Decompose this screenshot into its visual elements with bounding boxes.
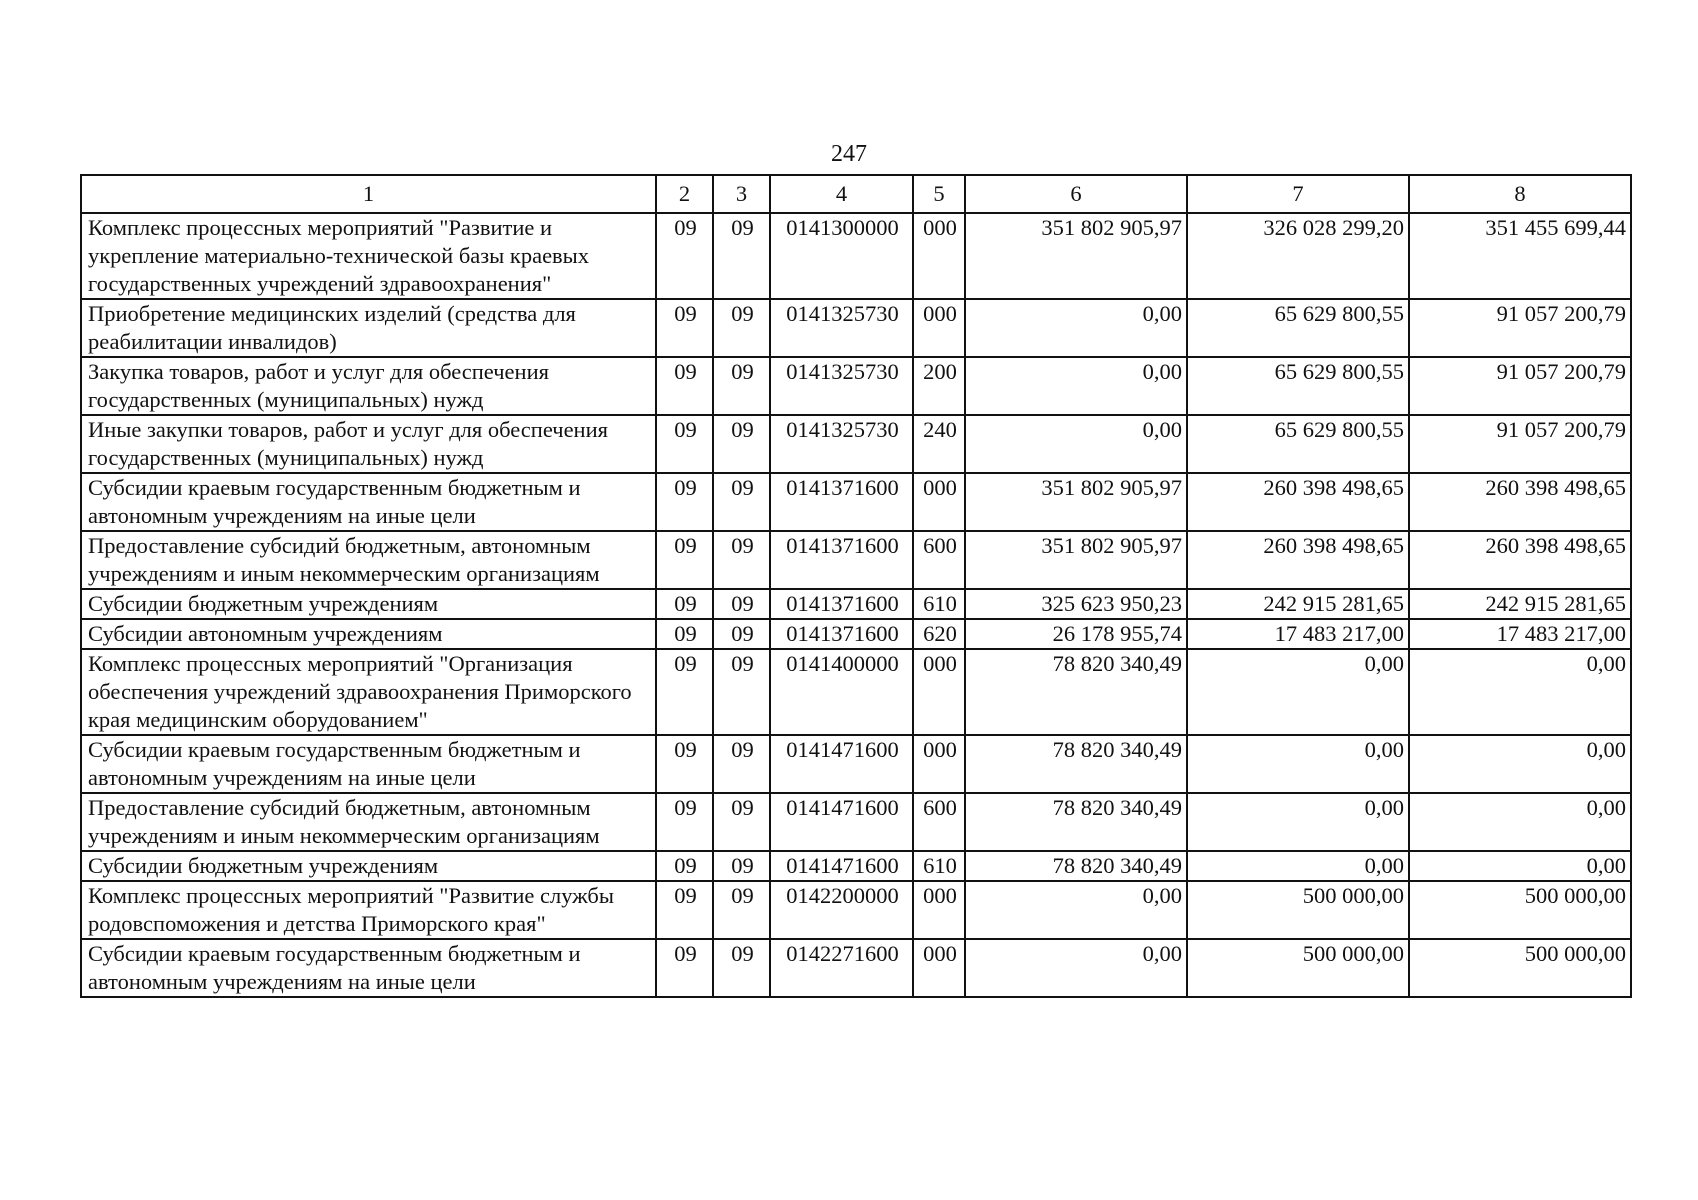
table-row <box>81 299 1631 357</box>
table-row <box>81 357 1631 415</box>
amount-col7-cell: 65 629 800,55 <box>1187 415 1409 473</box>
expense-type-cell: 610 <box>913 851 965 881</box>
row-name-cell: Иные закупки товаров, работ и услуг для обеспечения государственных (муниципальных) нужд <box>81 415 656 473</box>
amount-col6-cell: 0,00 <box>965 299 1187 357</box>
section-code-cell: 09 <box>656 851 713 881</box>
table-row <box>81 851 1631 881</box>
amount-col6-cell: 0,00 <box>965 939 1187 997</box>
subsection-code-cell: 09 <box>713 735 770 793</box>
section-code-cell: 09 <box>656 299 713 357</box>
section-code-cell: 09 <box>656 735 713 793</box>
expense-type-cell: 000 <box>913 881 965 939</box>
amount-col6-cell: 0,00 <box>965 881 1187 939</box>
amount-col8-cell: 91 057 200,79 <box>1409 357 1631 415</box>
amount-col6-cell: 351 802 905,97 <box>965 213 1187 299</box>
table-row <box>81 881 1631 939</box>
expense-type-cell: 000 <box>913 939 965 997</box>
section-code-cell: 09 <box>656 531 713 589</box>
amount-col7-cell: 326 028 299,20 <box>1187 213 1409 299</box>
amount-col7-cell: 260 398 498,65 <box>1187 531 1409 589</box>
page-number: 247 <box>831 141 867 167</box>
amount-col7-cell: 0,00 <box>1187 735 1409 793</box>
section-code-cell: 09 <box>656 415 713 473</box>
row-name-cell: Закупка товаров, работ и услуг для обеспечения государственных (муниципальных) нужд <box>81 357 656 415</box>
amount-col8-cell: 351 455 699,44 <box>1409 213 1631 299</box>
target-article-cell: 0141400000 <box>770 649 913 735</box>
amount-col7-cell: 260 398 498,65 <box>1187 473 1409 531</box>
row-name-cell: Субсидии краевым государственным бюджетным и автономным учреждениям на иные цели <box>81 735 656 793</box>
section-code-cell: 09 <box>656 649 713 735</box>
amount-col8-cell: 260 398 498,65 <box>1409 531 1631 589</box>
row-name-cell: Субсидии автономным учреждениям <box>81 619 656 649</box>
amount-col6-cell: 78 820 340,49 <box>965 793 1187 851</box>
amount-col7-cell: 500 000,00 <box>1187 881 1409 939</box>
section-code-cell: 09 <box>656 473 713 531</box>
expense-type-cell: 000 <box>913 473 965 531</box>
row-name-cell: Субсидии бюджетным учреждениям <box>81 851 656 881</box>
amount-col6-cell: 78 820 340,49 <box>965 735 1187 793</box>
subsection-code-cell: 09 <box>713 881 770 939</box>
column-header: 7 <box>1187 175 1409 213</box>
column-header: 1 <box>81 175 656 213</box>
target-article-cell: 0141371600 <box>770 589 913 619</box>
amount-col7-cell: 0,00 <box>1187 851 1409 881</box>
expense-type-cell: 600 <box>913 793 965 851</box>
column-header: 5 <box>913 175 965 213</box>
amount-col7-cell: 0,00 <box>1187 793 1409 851</box>
amount-col8-cell: 0,00 <box>1409 649 1631 735</box>
section-code-cell: 09 <box>656 881 713 939</box>
row-name-cell: Предоставление субсидий бюджетным, автономным учреждениям и иным некоммерческим организациям <box>81 793 656 851</box>
subsection-code-cell: 09 <box>713 619 770 649</box>
amount-col8-cell: 500 000,00 <box>1409 939 1631 997</box>
amount-col6-cell: 78 820 340,49 <box>965 649 1187 735</box>
row-name-cell: Субсидии краевым государственным бюджетным и автономным учреждениям на иные цели <box>81 939 656 997</box>
section-code-cell: 09 <box>656 589 713 619</box>
table-row <box>81 649 1631 735</box>
amount-col8-cell: 0,00 <box>1409 793 1631 851</box>
table-row <box>81 473 1631 531</box>
amount-col6-cell: 351 802 905,97 <box>965 473 1187 531</box>
expense-type-cell: 240 <box>913 415 965 473</box>
subsection-code-cell: 09 <box>713 357 770 415</box>
table-row <box>81 213 1631 299</box>
row-name-cell: Предоставление субсидий бюджетным, автономным учреждениям и иным некоммерческим организациям <box>81 531 656 589</box>
amount-col8-cell: 91 057 200,79 <box>1409 415 1631 473</box>
target-article-cell: 0141325730 <box>770 299 913 357</box>
subsection-code-cell: 09 <box>713 851 770 881</box>
column-header: 6 <box>965 175 1187 213</box>
target-article-cell: 0142200000 <box>770 881 913 939</box>
row-name-cell: Комплекс процессных мероприятий "Развитие и укрепление материально-технической базы краевых государственных учреждений здравоохранения" <box>81 213 656 299</box>
budget-table <box>80 174 1632 998</box>
target-article-cell: 0141471600 <box>770 793 913 851</box>
amount-col6-cell: 351 802 905,97 <box>965 531 1187 589</box>
target-article-cell: 0141325730 <box>770 415 913 473</box>
amount-col8-cell: 260 398 498,65 <box>1409 473 1631 531</box>
amount-col8-cell: 17 483 217,00 <box>1409 619 1631 649</box>
amount-col8-cell: 91 057 200,79 <box>1409 299 1631 357</box>
amount-col6-cell: 78 820 340,49 <box>965 851 1187 881</box>
table-row <box>81 589 1631 619</box>
amount-col7-cell: 65 629 800,55 <box>1187 299 1409 357</box>
expense-type-cell: 000 <box>913 649 965 735</box>
section-code-cell: 09 <box>656 793 713 851</box>
header-row <box>81 175 1631 213</box>
section-code-cell: 09 <box>656 213 713 299</box>
table-body <box>81 213 1631 997</box>
target-article-cell: 0142271600 <box>770 939 913 997</box>
table-row <box>81 531 1631 589</box>
row-name-cell: Комплекс процессных мероприятий "Развитие службы родовспоможения и детства Приморского края" <box>81 881 656 939</box>
subsection-code-cell: 09 <box>713 939 770 997</box>
table-row <box>81 619 1631 649</box>
subsection-code-cell: 09 <box>713 793 770 851</box>
expense-type-cell: 610 <box>913 589 965 619</box>
expense-type-cell: 200 <box>913 357 965 415</box>
amount-col7-cell: 17 483 217,00 <box>1187 619 1409 649</box>
target-article-cell: 0141300000 <box>770 213 913 299</box>
row-name-cell: Субсидии бюджетным учреждениям <box>81 589 656 619</box>
row-name-cell: Комплекс процессных мероприятий "Организация обеспечения учреждений здравоохранения Приморского края медицинским оборудованием" <box>81 649 656 735</box>
expense-type-cell: 000 <box>913 213 965 299</box>
target-article-cell: 0141371600 <box>770 619 913 649</box>
expense-type-cell: 000 <box>913 735 965 793</box>
table-row <box>81 939 1631 997</box>
target-article-cell: 0141471600 <box>770 735 913 793</box>
amount-col7-cell: 0,00 <box>1187 649 1409 735</box>
subsection-code-cell: 09 <box>713 299 770 357</box>
column-header: 8 <box>1409 175 1631 213</box>
amount-col6-cell: 325 623 950,23 <box>965 589 1187 619</box>
column-header: 4 <box>770 175 913 213</box>
expense-type-cell: 600 <box>913 531 965 589</box>
amount-col8-cell: 0,00 <box>1409 735 1631 793</box>
amount-col8-cell: 500 000,00 <box>1409 881 1631 939</box>
amount-col6-cell: 0,00 <box>965 415 1187 473</box>
expense-type-cell: 000 <box>913 299 965 357</box>
table-row <box>81 735 1631 793</box>
section-code-cell: 09 <box>656 357 713 415</box>
target-article-cell: 0141371600 <box>770 531 913 589</box>
table-row <box>81 793 1631 851</box>
subsection-code-cell: 09 <box>713 213 770 299</box>
amount-col6-cell: 0,00 <box>965 357 1187 415</box>
table-row <box>81 415 1631 473</box>
row-name-cell: Субсидии краевым государственным бюджетным и автономным учреждениям на иные цели <box>81 473 656 531</box>
column-header: 3 <box>713 175 770 213</box>
row-name-cell: Приобретение медицинских изделий (средства для реабилитации инвалидов) <box>81 299 656 357</box>
amount-col8-cell: 242 915 281,65 <box>1409 589 1631 619</box>
subsection-code-cell: 09 <box>713 415 770 473</box>
target-article-cell: 0141325730 <box>770 357 913 415</box>
expense-type-cell: 620 <box>913 619 965 649</box>
section-code-cell: 09 <box>656 619 713 649</box>
amount-col7-cell: 242 915 281,65 <box>1187 589 1409 619</box>
subsection-code-cell: 09 <box>713 473 770 531</box>
section-code-cell: 09 <box>656 939 713 997</box>
target-article-cell: 0141371600 <box>770 473 913 531</box>
column-header: 2 <box>656 175 713 213</box>
amount-col8-cell: 0,00 <box>1409 851 1631 881</box>
amount-col7-cell: 500 000,00 <box>1187 939 1409 997</box>
subsection-code-cell: 09 <box>713 531 770 589</box>
amount-col6-cell: 26 178 955,74 <box>965 619 1187 649</box>
target-article-cell: 0141471600 <box>770 851 913 881</box>
amount-col7-cell: 65 629 800,55 <box>1187 357 1409 415</box>
subsection-code-cell: 09 <box>713 649 770 735</box>
subsection-code-cell: 09 <box>713 589 770 619</box>
